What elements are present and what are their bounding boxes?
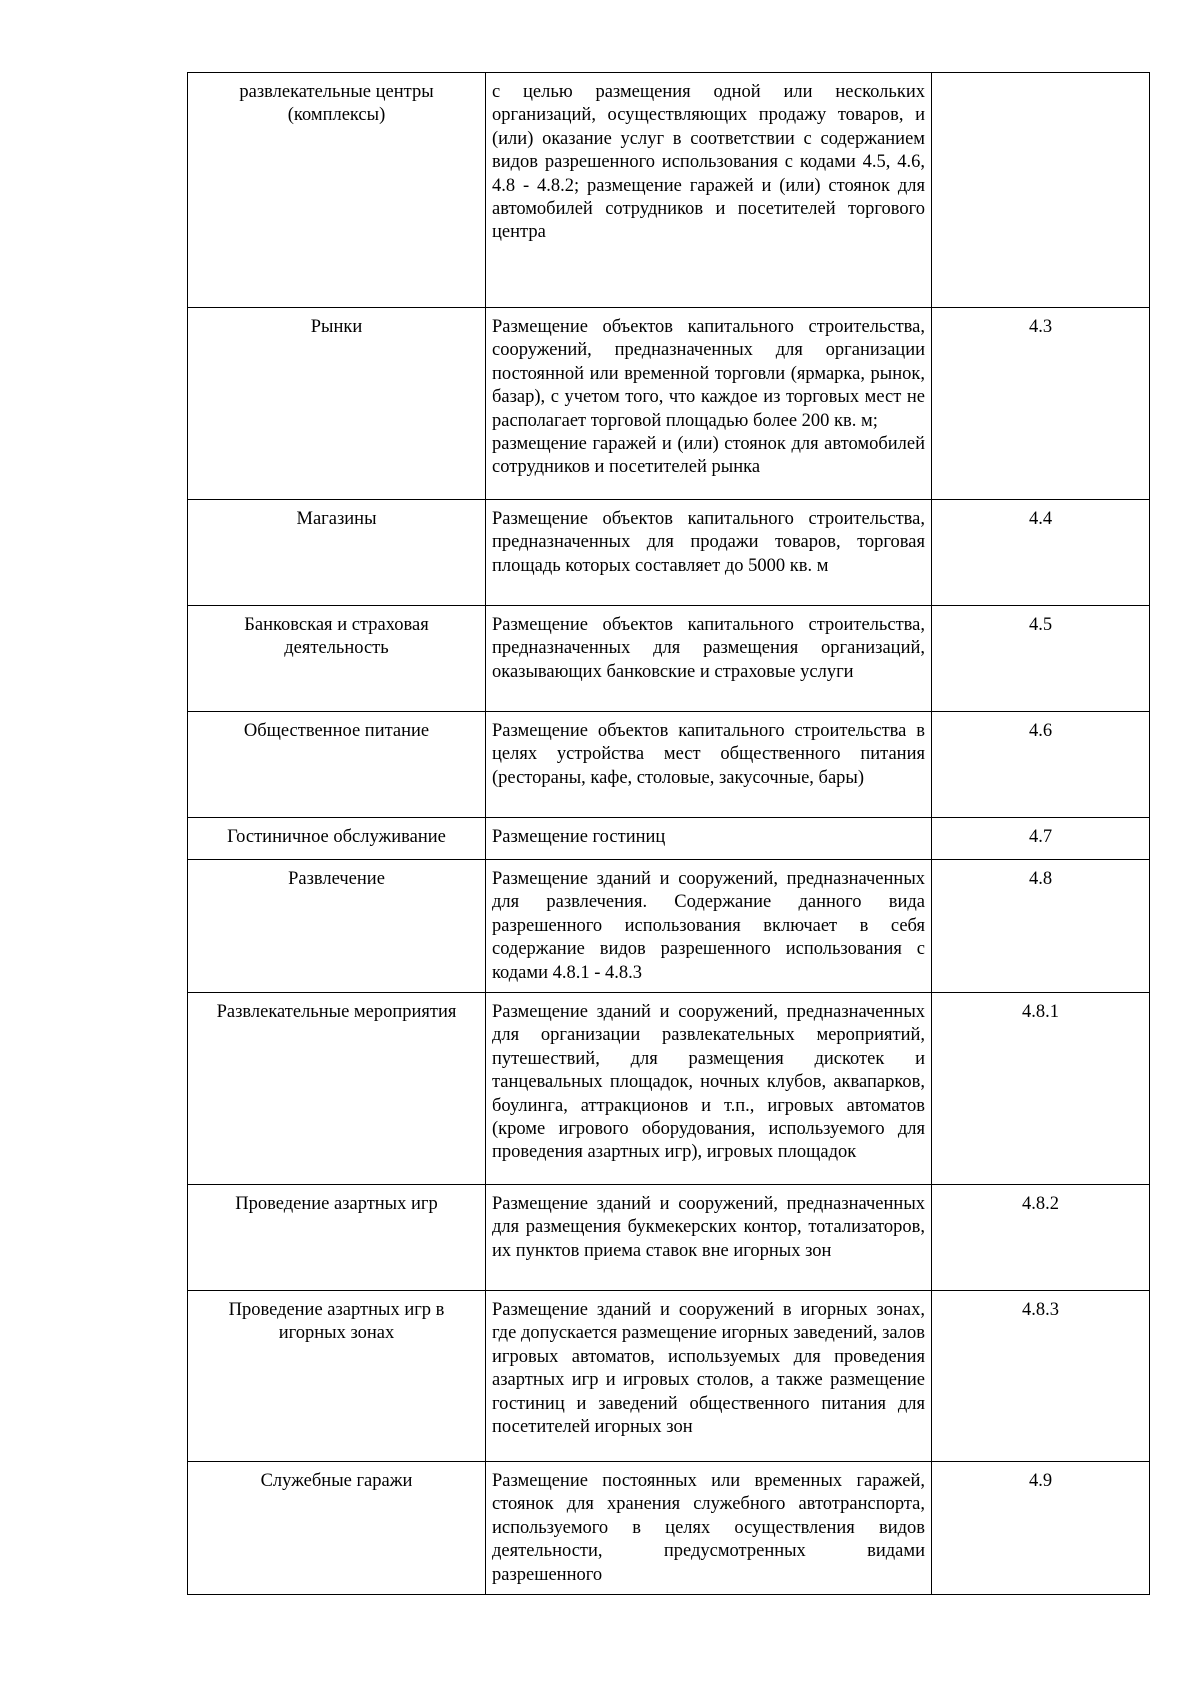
description-paragraph: Размещение зданий и сооружений, предназначенных для развлечения. Содержание данного вида разрешенного использования включает в себя содержание видов разрешенного использования с кодами 4.8.1 - 4.8.3	[492, 869, 925, 983]
description-paragraph: Размещение гостиниц	[492, 827, 666, 847]
use-type-name-cell: Гостиничное обслуживание	[188, 818, 486, 860]
table-row	[188, 712, 1150, 818]
description-paragraph: Размещение зданий и сооружений, предназначенных для организации развлекательных мероприятий, путешествий, для размещения дискотек и танцевальных площадок, ночных клубов, аквапарков, боулинга, аттракционов и т.п., игровых автоматов (кроме игрового оборудования, используемого для проведения азартных игр), игровых площадок	[492, 1002, 925, 1163]
description-paragraph: размещение гаражей и (или) стоянок для автомобилей сотрудников и посетителей рынка	[492, 434, 925, 478]
table-row	[188, 860, 1150, 993]
use-type-description-cell	[486, 308, 932, 500]
use-type-code-cell: 4.8.3	[932, 1291, 1150, 1462]
use-type-description-cell	[486, 73, 932, 308]
description-paragraph: Размещение объектов капитального строительства, предназначенных для размещения организаций, оказывающих банковские и страховые услуги	[492, 615, 925, 682]
table-body	[188, 73, 1150, 1595]
use-type-code-cell: 4.9	[932, 1462, 1150, 1595]
use-type-description-cell	[486, 500, 932, 606]
table-row	[188, 818, 1150, 860]
land-use-table	[187, 72, 1150, 1595]
description-paragraph: с целью размещения одной или нескольких организаций, осуществляющих продажу товаров, и (или) оказание услуг в соответствии с содержанием видов разрешенного использования с кодами 4.5, 4.6, 4.8 - 4.8.2; размещение гаражей и (или) стоянок для автомобилей сотрудников и посетителей торгового центра	[492, 82, 925, 243]
use-type-code-cell: 4.8.2	[932, 1185, 1150, 1291]
use-type-name-cell: Магазины	[188, 500, 486, 606]
use-type-name-cell: Проведение азартных игр	[188, 1185, 486, 1291]
table-row	[188, 993, 1150, 1185]
use-type-code-cell	[932, 73, 1150, 308]
use-type-description-cell	[486, 818, 932, 860]
description-paragraph: Размещение постоянных или временных гаражей, стоянок для хранения служебного автотранспорта, используемого в целях осуществления видов деятельности, предусмотренных видами разрешенного	[492, 1471, 925, 1585]
use-type-code-cell: 4.5	[932, 606, 1150, 712]
use-type-description-cell	[486, 1462, 932, 1595]
use-type-name-cell: Рынки	[188, 308, 486, 500]
use-type-description-cell	[486, 860, 932, 993]
description-paragraph: Размещение объектов капитального строительства в целях устройства мест общественного питания (рестораны, кафе, столовые, закусочные, бары)	[492, 721, 925, 788]
use-type-description-cell	[486, 606, 932, 712]
use-type-name-cell: Развлекательные мероприятия	[188, 993, 486, 1185]
use-type-code-cell: 4.8.1	[932, 993, 1150, 1185]
use-type-code-cell: 4.6	[932, 712, 1150, 818]
use-type-code-cell: 4.7	[932, 818, 1150, 860]
description-paragraph: Размещение зданий и сооружений, предназначенных для размещения букмекерских контор, тотализаторов, их пунктов приема ставок вне игорных зон	[492, 1194, 925, 1261]
use-type-name-cell: Развлечение	[188, 860, 486, 993]
use-type-code-cell: 4.8	[932, 860, 1150, 993]
use-type-description-cell	[486, 993, 932, 1185]
table-row	[188, 1462, 1150, 1595]
use-type-description-cell	[486, 1291, 932, 1462]
use-type-description-cell	[486, 712, 932, 818]
use-type-code-cell: 4.3	[932, 308, 1150, 500]
table-row	[188, 606, 1150, 712]
use-type-name-cell: Общественное питание	[188, 712, 486, 818]
use-type-name-cell: Служебные гаражи	[188, 1462, 486, 1595]
use-type-code-cell: 4.4	[932, 500, 1150, 606]
use-type-name-cell: Проведение азартных игр в игорных зонах	[188, 1291, 486, 1462]
description-paragraph: Размещение объектов капитального строительства, сооружений, предназначенных для организации постоянной или временной торговли (ярмарка, рынок, базар), с учетом того, что каждое из торговых мест не располагает торговой площадью более 200 кв. м;	[492, 317, 925, 431]
table-row	[188, 1185, 1150, 1291]
table-row	[188, 73, 1150, 308]
description-paragraph: Размещение зданий и сооружений в игорных зонах, где допускается размещение игорных заведений, залов игровых автоматов, используемых для проведения азартных игр и игровых столов, а также размещение гостиниц и заведений общественного питания для посетителей игорных зон	[492, 1300, 925, 1438]
use-type-name-cell: Банковская и страховая деятельность	[188, 606, 486, 712]
use-type-name-cell: развлекательные центры (комплексы)	[188, 73, 486, 308]
table-row	[188, 308, 1150, 500]
table-row	[188, 1291, 1150, 1462]
use-type-description-cell	[486, 1185, 932, 1291]
table-row	[188, 500, 1150, 606]
description-paragraph: Размещение объектов капитального строительства, предназначенных для продажи товаров, торговая площадь которых составляет до 5000 кв. м	[492, 509, 925, 576]
